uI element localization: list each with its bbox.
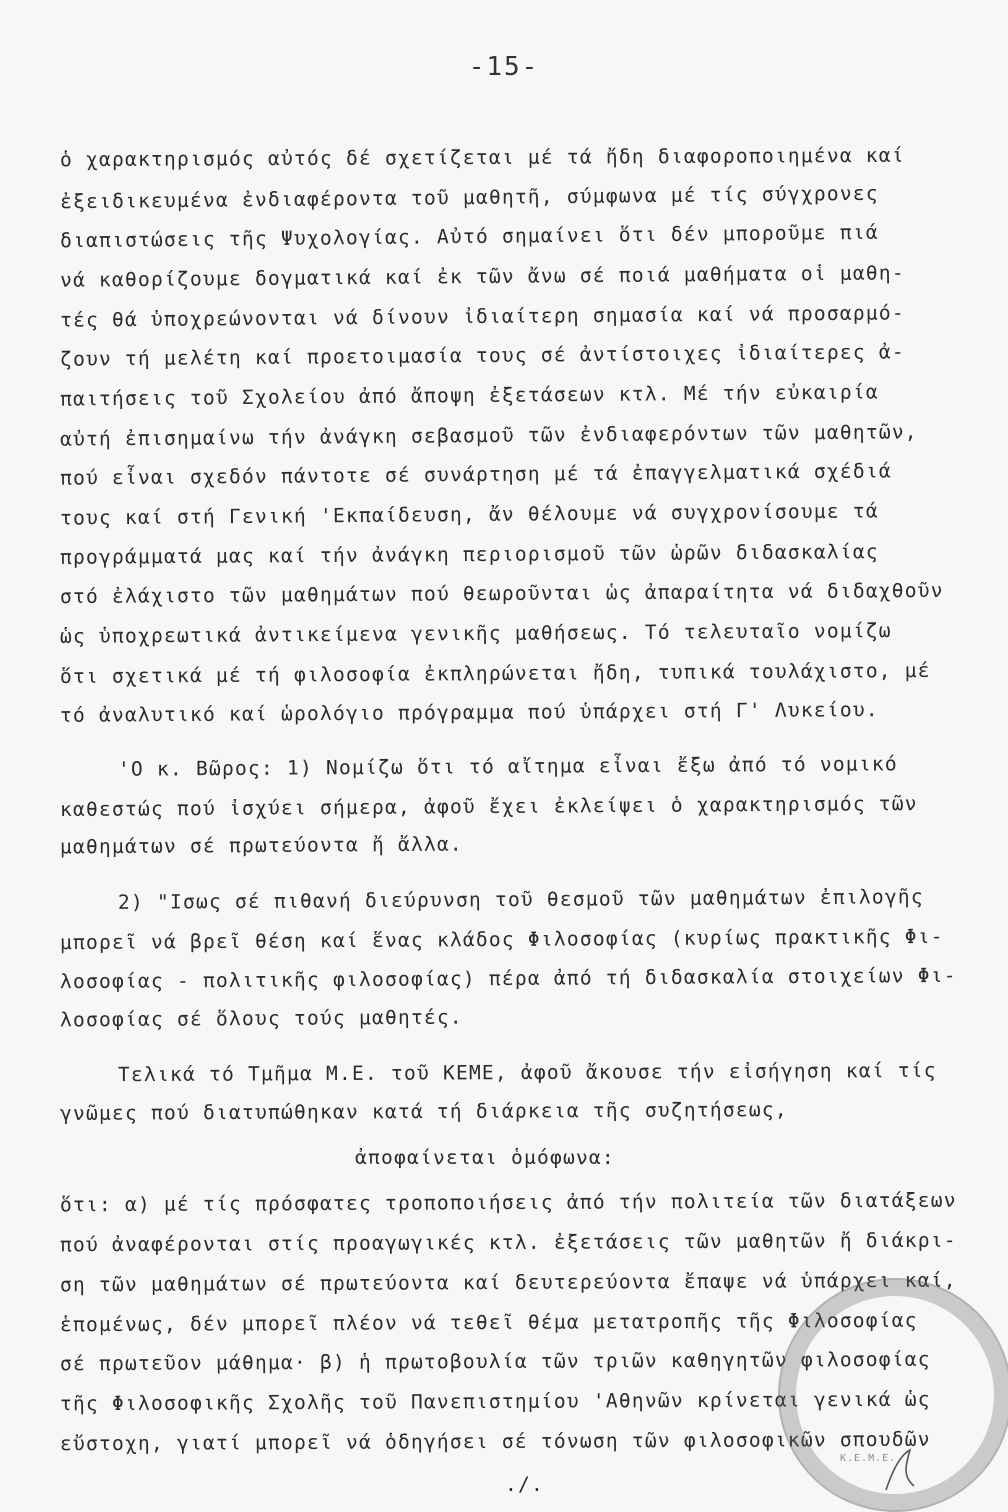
text-line: ὁ χαρακτηρισμός αὐτός δέ σχετίζεται μέ τά ἤδη διαφοροποιημένα καί [59,143,905,172]
text-line: ἐξειδικευμένα ἐνδιαφέροντα τοῦ μαθητῆ, σύμφωνα μέ τίς σύγχρονες [59,181,879,213]
text-line: 2) "Ισως σέ πιθανή διεύρυνση τοῦ θεσμοῦ τῶν μαθημάτων ἐπιλογῆς [117,885,924,914]
text-line: ἑπομένως, δέν μπορεῖ πλέον νά τεθεῖ θέμα μετατροπῆς τῆς Φιλοσοφίας [59,1308,918,1336]
text-line: λοσοφίας σέ ὅλους τούς μαθητές. [59,1005,463,1032]
text-line: τό ἀναλυτικό καί ὡρολόγιο πρόγραμμα πού ὑπάρχει στή Γ' Λυκείου. [59,698,879,728]
text-line: ση τῶν μαθημάτων σέ πρωτεύοντα καί δευτερεύοντα ἔπαψε νά ὑπάρχει καί, [59,1268,957,1297]
text-line: μαθημάτων σέ πρωτεύοντα ἤ ἄλλα. [59,832,463,859]
text-line: παιτήσεις τοῦ Σχολείου ἀπό ἄποψη ἐξετάσεων κτλ. Μέ τήν εὐκαιρία [59,380,879,411]
signature-mark [880,1446,920,1496]
text-line: τές θά ὑποχρεώνονται νά δίνουν ἰδιαίτερη σημασία καί νά προσαρμό- [59,301,905,332]
text-line: ὡς ὑποχρεωτικά ἀντικείμενα γενικῆς μαθήσεως. Τό τελευταῖο νομίζω [59,619,892,649]
text-line: πού ἀναφέρονται στίς προαγωγικές κτλ. ἐξετάσεις τῶν μαθητῶν ἤ διάκρι- [59,1228,957,1257]
text-line: νά καθορίζουμε δογματικά καί ἐκ τῶν ἄνω σέ ποιά μαθήματα οἱ μαθη- [59,261,905,292]
text-line: διαπιστώσεις τῆς Ψυχολογίας. Αὐτό σημαίνει ὅτι δέν μποροῦμε πιά [59,221,879,253]
decision-heading: ἀποφαίνεται ὁμόφωνα: [355,1145,615,1169]
text-line: ὅτι: α) μέ τίς πρόσφατες τροποποιήσεις ἀπό τήν πολιτεία τῶν διατάξεων [59,1189,957,1217]
text-line: προγράμματά μας καί τήν ἀνάγκη περιορισμοῦ τῶν ὡρῶν διδασκαλίας [59,539,879,569]
text-line: αὐτή ἐπισημαίνω τήν ἀνάγκη σεβασμοῦ τῶν ἐνδιαφερόντων τῶν μαθητῶν, [59,419,918,451]
text-line: ὅτι σχετικά μέ τή φιλοσοφία ἐκπληρώνεται ἤδη, τυπικά τουλάχιστο, μέ [59,658,931,688]
continuation-mark: ./. [505,1473,544,1497]
text-line: καθεστώς πού ἰσχύει σήμερα, ἀφοῦ ἔχει ἐκλείψει ὁ χαρακτηρισμός τῶν [59,791,918,821]
text-line: στό ἐλάχιστο τῶν μαθημάτων πού θεωροῦνται ὡς ἀπαραίτητα νά διδαχθοῦν [59,579,944,609]
text-line: τῆς Φιλοσοφικῆς Σχολῆς τοῦ Πανεπιστημίου 'Αθηνῶν κρίνεται γενικά ὡς [59,1387,931,1416]
text-line: Τελικά τό Τμῆμα Μ.Ε. τοῦ ΚΕΜΕ, ἀφοῦ ἄκουσε τήν εἰσήγηση καί τίς [117,1058,937,1086]
text-line: σέ πρωτεῦον μάθημα· β) ἡ πρωτοβουλία τῶν τριῶν καθηγητῶν φιλοσοφίας [59,1347,931,1376]
page-number: -15- [468,52,540,82]
text-line: ζουν τή μελέτη καί προετοιμασία τους σέ ἀντίστοιχες ἰδιαίτερες ἀ- [59,340,905,372]
text-line: μπορεῖ νά βρεῖ θέση καί ἕνας κλάδος Φιλοσοφίας (κυρίως πρακτικῆς Φι- [59,924,944,954]
text-line: πού εἶναι σχεδόν πάντοτε σέ συνάρτηση μέ τά ἐπαγγελματικά σχέδιά [59,459,892,491]
text-line: 'Ο κ. Βῶρος: 1) Νομίζω ὅτι τό αἴτημα εἶναι ἔξω ἀπό τό νομικό [117,752,898,781]
text-line: εὔστοχη, γιατί μπορεῖ νά ὁδηγήσει σέ τόνωση τῶν φιλοσοφικῶν σπουδῶν [59,1427,931,1455]
text-line: γνῶμες πού διατυπώθηκαν κατά τή διάρκεια τῆς συζητήσεως, [59,1098,788,1126]
text-line: τους καί στή Γενική 'Εκπαίδευση, ἄν θέλουμε νά συγχρονίσουμε τά [59,499,879,530]
stamp-text: Κ.Ε.Μ.Ε. [840,1453,897,1464]
text-line: λοσοφίας - πολιτικῆς φιλοσοφίας) πέρα ἀπό τή διδασκαλία στοιχείων Φι- [59,964,957,994]
